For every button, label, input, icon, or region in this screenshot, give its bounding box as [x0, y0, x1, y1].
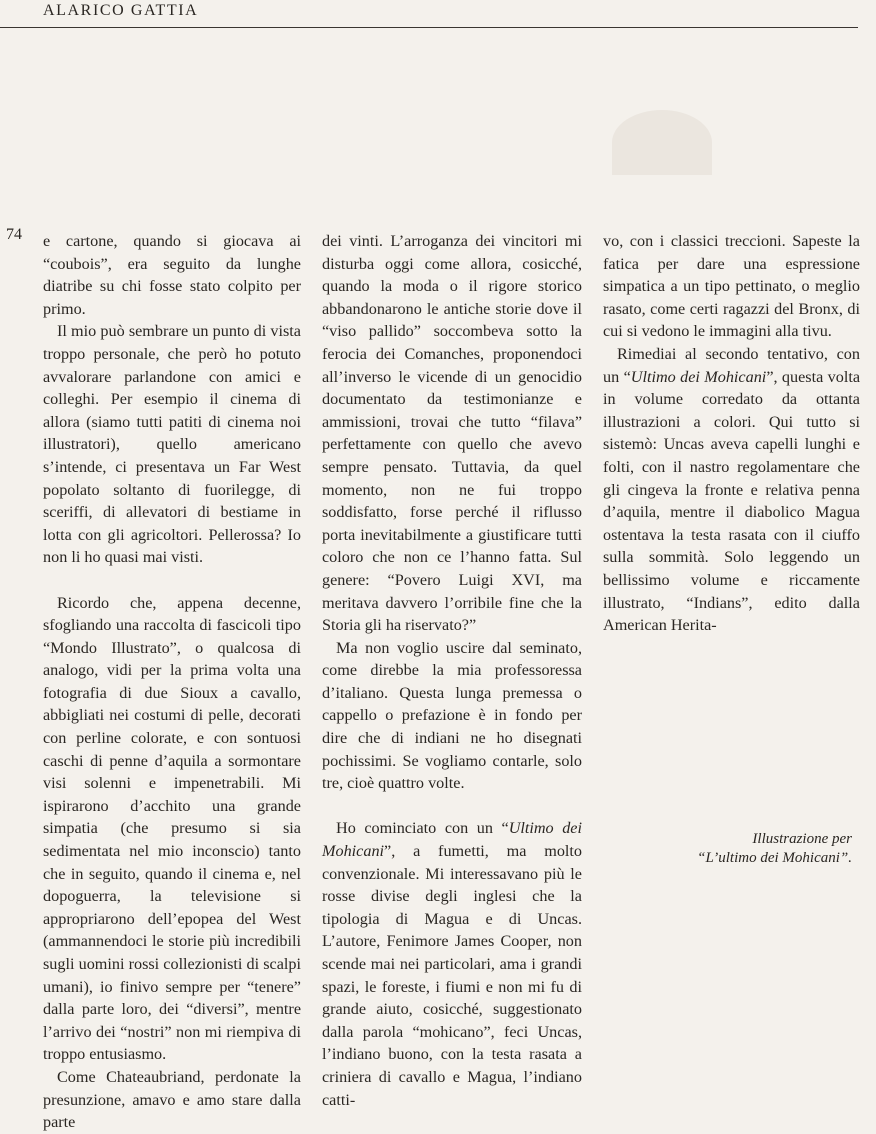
- paragraph: Come Chateaubriand, perdonate la presunzione, amavo e amo stare dalla parte: [43, 1067, 301, 1132]
- text-run: Rimediai al secondo tentativo, con un “: [603, 344, 860, 386]
- show-through-shape: [612, 110, 712, 175]
- paragraph: dei vinti. L’arroganza dei vincitori mi disturba oggi come allora, cosicché, quando la moda o il rigore storico abbandonarono le antiche storie dove il “viso pallido” soccombeva sotto la ferocia dei Comanches, proponendoci all’inverso le vicende di un genocidio documentato da testimonianze e ammissioni, trovai che tutto “filava” perfettamente con quello che avevo sempre pensato. Tuttavia, da quel momento, non ne fui troppo soddisfatto, forse perché il riflusso porta inevitabilmente a giustificare tutti coloro che non ce l’hanno fatta. Sul genere: “Povero Luigi XVI, ma meritava davvero l’orribile fine che la Storia gli ha riservato?”: [322, 232, 582, 635]
- book-title: Ultimo dei Mohicani: [322, 819, 582, 861]
- paragraph: Il mio può sembrare un punto di vista troppo personale, che però ho potuto avvalorare parlandone con amici e colleghi. Per esempio il cinema di allora (siamo tutti patiti di cinema noi illustratori), quello americano s’intende, ci presentava un Far West popolato soltanto di fuorilegge, di sceriffi, di allevatori di bestiame in lotta con gli agricoltori. Pellerossa? Io non li ho quasi mai visti.: [43, 322, 301, 567]
- paragraph: vo, con i classici treccioni. Sapeste la fatica per dare una espressione simpatica a un tipo pettinato, o meglio rasato, come certi ragazzi del Bronx, di cui si vedono le immagini alla tivu.: [603, 232, 860, 341]
- paragraph: Ma non voglio uscire dal seminato, come direbbe la mia professoressa d’italiano. Questa lunga premessa o cappello o prefazione è in fondo per dire che di indiani ne ho disegnati pochissimi. Se vogliamo contarle, solo tre, cioè quattro volte.: [322, 638, 582, 793]
- text-column-3: [603, 230, 860, 637]
- running-header-author: ALARICO GATTIA: [43, 2, 199, 19]
- header-rule: [0, 27, 858, 28]
- paragraph: e cartone, quando si giocava ai “coubois”, era seguito da lunghe diatribe su chi fosse stato colpito per primo.: [43, 232, 301, 318]
- text-run: ”, a fumetti, ma molto convenzionale. Mi interessavano più le rosse divise degli inglesi che la tipologia di Magua e di Uncas. L’autore, Fenimore James Cooper, non scende mai nei particolari, ama i grandi spazi, le foreste, i fiumi e non mi fu di grande aiuto, cosicché, suggestionato dalla parola “mohicano”, feci Uncas, l’indiano buono, con la testa rasata a criniera di cavallo e Magua, l’indiano catti-: [322, 842, 582, 1109]
- paragraph: Ricordo che, appena decenne, sfogliando una raccolta di fascicoli tipo “Mondo Illustrato”, o qualcosa di analogo, vidi per la prima volta una fotografia di due Sioux a cavallo, abbigliati nei costumi di pelle, decorati con perline colorate, e con sontuosi caschi di penne d’aquila a sormontare visi solenni e impenetrabili. Mi ispirarono d’acchito una grande simpatia (che presumo si sia sedimentata nel mio inconscio) tanto che in seguito, quando il cinema e, nel dopoguerra, la televisione si appropriarono dell’epopea del West (ammannendoci le storie più incredibili sugli uomini rossi collezionisti di scalpi umani), io finivo sempre per “tenere” dalla parte loro, dei “diversi”, mentre l’arrivo dei “nostri” non mi riempiva di troppo entusiasmo.: [43, 593, 301, 1064]
- illustration-caption: [640, 830, 852, 868]
- paragraph: [603, 343, 860, 637]
- paragraph: [322, 817, 582, 1111]
- page-number: 74: [6, 226, 22, 243]
- text-run: ”, questa volta in volume corredato da ottanta illustrazioni a colori. Qui tutto si sistemò: Uncas aveva capelli lunghi e folti, con il nastro regolamentare che gli cingeva la fronte e relativa penna d’aquila, mentre il diabolico Magua ostentava la testa rasata con il ciuffo sulla sommità. Solo leggendo un bellissimo volume e riccamente illustrato, “Indians”, edito dalla American Herita-: [603, 367, 861, 635]
- caption-line: Illustrazione per: [752, 831, 852, 847]
- text-run: Ho cominciato con un “: [336, 819, 509, 838]
- text-column-1: [43, 230, 301, 1134]
- text-column-2: [322, 230, 582, 1111]
- paragraph-gap: [322, 795, 582, 818]
- book-title: Ultimo dei Mohicani: [630, 367, 767, 386]
- paragraph-gap: [43, 569, 301, 592]
- caption-line: “L’ultimo dei Mohicani”.: [697, 850, 852, 866]
